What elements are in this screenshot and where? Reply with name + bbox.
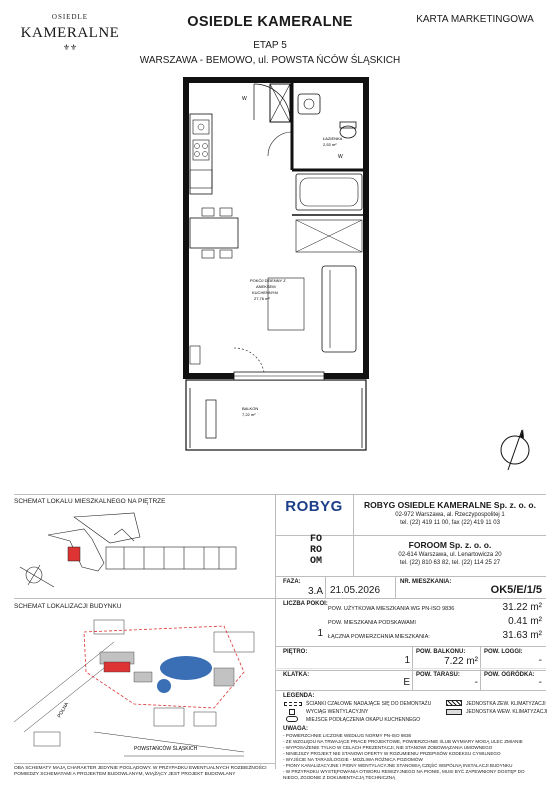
location-scheme-title: SCHEMAT LOKALIZACJI BUDYNKU xyxy=(14,603,122,610)
phase-value: 3.A xyxy=(307,586,323,597)
north-compass-icon xyxy=(490,425,540,475)
divider xyxy=(275,690,546,691)
divider xyxy=(14,494,546,495)
note-line: - NINIEJSZY PROJEKT NIE STANOWI OFERTY W ROZUMIENIU PRZEPISÓW KODEKSU CYWILNEGO xyxy=(283,751,501,756)
disclaimer-line-1: OBA SCHEMATY MAJĄ CHARAKTER JEDYNIE POGLĄDOWY. W PRZYPADKU EWENTUALNYCH ROZBIEŻNOŚCI xyxy=(14,766,267,771)
divider xyxy=(14,763,275,764)
garden-value: - xyxy=(538,677,542,688)
floor-area-value: 0.41 m² xyxy=(508,616,542,627)
partner-address: 02-614 Warszawa, ul. Lenartowicza 20 xyxy=(398,552,502,558)
balcony-area-value: 7.22 m² xyxy=(444,656,478,667)
w-mark: W xyxy=(242,96,247,102)
room-label-line-2: ANEKSEM xyxy=(256,284,276,289)
partner-phone: tel. (22) 810 63 82, tel. (22) 114 25 27 xyxy=(399,560,501,566)
floor-scheme-map xyxy=(14,507,274,595)
logo-top-text: OSIEDLE xyxy=(51,13,89,21)
card-type-label: KARTA MARKETINGOWA xyxy=(416,14,534,25)
legend-item-2: WYCIĄG WENTYLACYJNY xyxy=(306,709,369,715)
staircase-label: KLATKA: xyxy=(283,672,310,678)
street-label-polna: POLNA xyxy=(56,701,71,719)
stage-label: ETAP 5 xyxy=(253,40,287,51)
balcony-area: 7,22 m² xyxy=(242,412,256,417)
note-line: - WYJŚCIE NA TARAS/LOGGIE - MOŻLIWA RÓŻNICA POZIOMÓW xyxy=(283,757,423,762)
note-line: - PIONY KANALIZACYJNE I PIONY WENTYLACYJNE STANOWIĄ CZĘŚĆ WSPÓLNĄ INSTALACJI BUDYNKU xyxy=(283,763,513,768)
divider xyxy=(275,576,546,577)
developer-name: ROBYG OSIEDLE KAMERALNE Sp. z. o. o. xyxy=(364,500,536,510)
garden-label: POW. OGRÓDKA: xyxy=(484,672,535,678)
notes-title: UWAGA: xyxy=(283,726,308,732)
phase-label: FAZA: xyxy=(283,579,301,585)
note-line: - POWIERZCHNIE LICZONE WEDŁUG NORMY PN-ISO 9836 xyxy=(283,733,412,738)
foroom-logo-line-1: FO xyxy=(309,534,322,545)
floor-label: PIĘTRO: xyxy=(283,649,308,655)
usable-area-value: 31.22 m² xyxy=(502,602,542,613)
legend-title: LEGENDA: xyxy=(283,693,315,699)
address-label: WARSZAWA - BEMOWO, ul. POWSTA ŃCÓW ŚLĄSKICH xyxy=(139,55,401,66)
disclaimer-line-2: POMIEDZY SCHEMATAMI A PROJEKTEM BUDOWLANYM, WIĄŻĄCY JEST PROJEKT BUDOWLANY xyxy=(14,772,236,777)
legend-item-3: MIEJSCE PODŁĄCZENIA OKAPU KUCHENNEGO xyxy=(306,717,421,723)
legend-item-1: ŚCIANKI CZAŁOWE NADAJĄCE SIĘ DO DEMONTAŻU xyxy=(306,701,432,707)
divider xyxy=(275,598,546,599)
bathroom-area: 2,53 m² xyxy=(323,142,337,147)
logo-main-text: KAMERALNE xyxy=(20,25,120,41)
note-line: NIEGO, ZGODNIE Z DOKUMENTACJĄ TECHNICZNĄ xyxy=(283,775,396,780)
hood-connection-icon xyxy=(286,716,298,722)
rooms-label: LICZBA POKOI: xyxy=(283,601,328,607)
staircase-value: E xyxy=(403,677,410,688)
floor-scheme-title: SCHEMAT LOKALU MIESZKALNEGO NA PIĘTRZE xyxy=(14,498,166,505)
total-area-label: ŁĄCZNA POWIERZCHNIA MIESZKANIA: xyxy=(328,634,430,640)
terrace-label: POW. TARASU: xyxy=(416,672,460,678)
card-date: 21.05.2026 xyxy=(330,585,381,596)
apartment-no-value: OK5/E/1/5 xyxy=(490,584,542,596)
notes-list xyxy=(283,733,545,781)
loggia-value: - xyxy=(538,655,542,666)
balcony-area-label: POW. BALKONU: xyxy=(416,649,466,655)
page-title: OSIEDLE KAMERALNE xyxy=(187,14,353,30)
room-label-line-3: KUCHENNYM xyxy=(252,290,278,295)
floor-value: 1 xyxy=(404,655,410,666)
usable-area-label: POW. UŻYTKOWA MIESZKANIA WG PN-ISO 9836 xyxy=(328,606,455,612)
divider xyxy=(275,668,546,669)
developer-address: 02-972 Warszawa, al. Rzeczypospolitej 1 xyxy=(395,512,505,518)
loggia-label: POW. LOGGI: xyxy=(484,649,523,655)
note-line: - WYPOSAŻENIE TYLKO W CELACH PREZENTACJI, NIE STANOWI ZOBOWIĄZANIA UMOWNEGO xyxy=(283,745,493,750)
bathroom-label: ŁAZIENKA xyxy=(323,136,343,141)
location-scheme-map xyxy=(14,612,274,760)
terrace-value: - xyxy=(474,677,478,688)
balcony-label: BALKON xyxy=(242,406,259,411)
developer-phone: tel. (22) 419 11 00, fax (22) 419 11 03 xyxy=(400,520,500,526)
room-area: 27,76 m² xyxy=(254,296,270,301)
divider xyxy=(14,598,275,599)
vent-icon xyxy=(289,709,295,715)
logo-ornament-icon: ⚜⚜ xyxy=(62,43,78,52)
internal-ac-icon xyxy=(446,709,462,715)
partner-name: FOROOM Sp. z. o. o. xyxy=(408,540,492,550)
note-line: - ZE WZGLĘDU NA TRWAJĄCE PRACE PROJEKTOWE, POWIERZCHNIE I/LUB WYMIARY MOGĄ ULEC ZMIANIE xyxy=(283,739,523,744)
foroom-logo-line-3: OM xyxy=(309,556,322,567)
apartment-no-label: NR. MIESZKANIA: xyxy=(400,579,452,585)
foroom-logo-line-2: RO xyxy=(309,545,322,556)
w-mark-bath: W xyxy=(338,154,343,160)
street-label-powstancow: POWSTAŃCÓW ŚLĄSKICH xyxy=(134,746,198,752)
divider xyxy=(275,670,546,671)
external-ac-icon xyxy=(446,700,462,706)
legend-item-5: JEDNOSTKA WEW. KLIMATYZACJI xyxy=(466,709,548,715)
robyg-logo: ROBYG xyxy=(285,498,343,515)
foroom-logo xyxy=(296,534,336,567)
note-line: - W PRZYPADKU WYSTĘPOWANIA OTWORU REWIZYJNEGO NA PIONIE, MUSI BYĆ ZAPEWNIONY DOSTĘP DO xyxy=(283,769,525,774)
rooms-value: 1 xyxy=(317,628,323,639)
divider xyxy=(395,576,396,598)
floor-plan xyxy=(150,70,410,470)
room-label-line-1: POKÓJ DZIENNY Z xyxy=(250,278,286,283)
legend-item-4: JEDNOSTKA ZEW. KLIMATYZACJI xyxy=(466,701,546,707)
total-area-value: 31.63 m² xyxy=(502,630,542,641)
divider xyxy=(275,646,546,647)
demountable-wall-icon xyxy=(284,702,302,706)
floor-area-label: POW. MIESZKANIA PODSKAWAMI xyxy=(328,620,416,626)
divider xyxy=(325,576,326,598)
